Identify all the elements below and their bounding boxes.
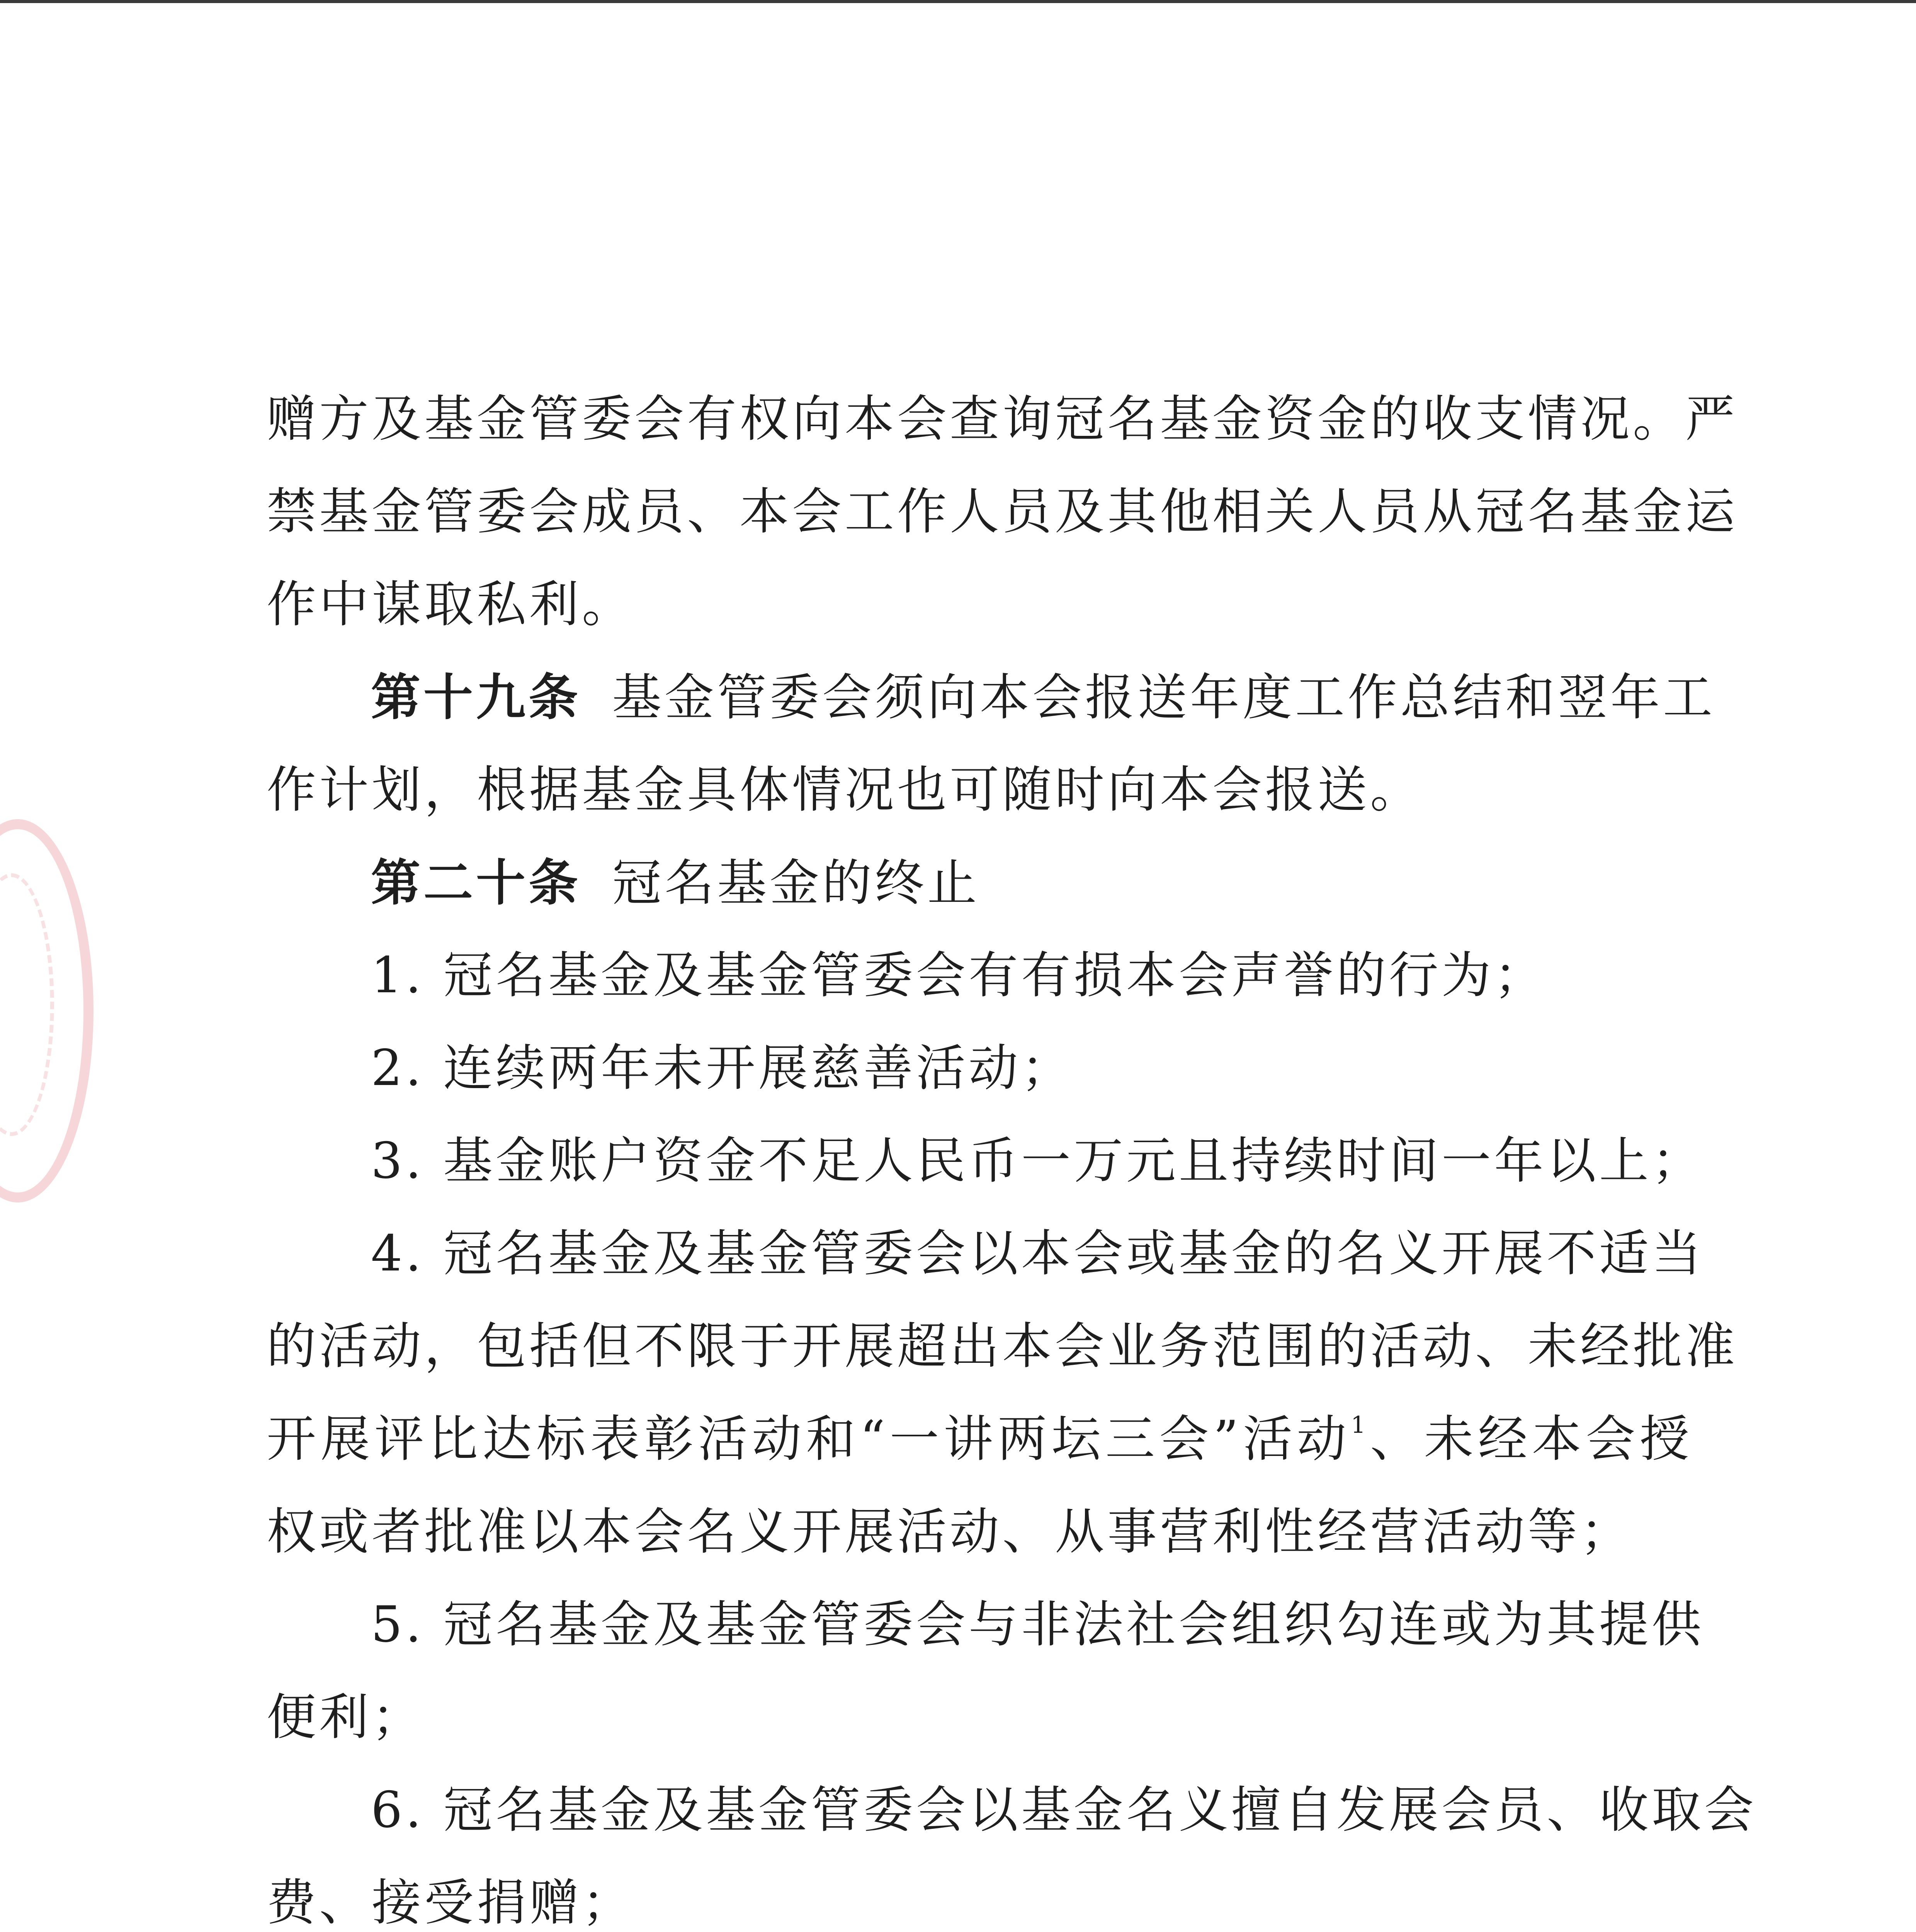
list-item-6-continuation: 费、接受捐赠；: [267, 1874, 635, 1932]
list-item-4-continuation: 权或者批准以本会名义开展活动、从事营利性经营活动等；: [267, 1503, 1633, 1561]
article-19-heading: 第十九条: [371, 668, 581, 726]
footnote-reference[interactable]: 1: [1351, 1412, 1369, 1439]
article-19-text: 基金管委会须向本会报送年度工作总结和翌年工: [612, 669, 1716, 726]
article-20-title: 冠名基金的终止: [612, 854, 980, 912]
article-19-continuation: 作计划，根据基金具体情况也可随时向本会报送。: [267, 761, 1423, 819]
article-20: [267, 837, 1692, 929]
article-20-heading: 第二十条: [371, 854, 581, 912]
list-item-4: 4. 冠名基金及基金管委会以本会或基金的名义开展不适当: [371, 1225, 1704, 1282]
document-body: [267, 373, 1757, 1932]
list-item-5: 5. 冠名基金及基金管委会与非法社会组织勾连或为其提供: [371, 1596, 1704, 1653]
list-item-3: 3. 基金账户资金不足人民币一万元且持续时间一年以上；: [371, 1132, 1704, 1190]
list-item-6: 6. 冠名基金及基金管委会以基金名义擅自发展会员、收取会: [371, 1781, 1757, 1839]
body-line: 赠方及基金管委会有权向本会查询冠名基金资金的收支情况。严: [267, 390, 1738, 448]
list-item-2: 2. 连续两年未开展慈善活动；: [371, 1039, 1074, 1097]
list-item-4-continuation: 的活动，包括但不限于开展超出本会业务范围的活动、未经批准: [267, 1318, 1738, 1375]
list-item-1: 1. 冠名基金及基金管委会有有损本会声誉的行为；: [371, 947, 1547, 1004]
body-line: 作中谋取私利。: [267, 576, 635, 633]
article-19: [267, 651, 1716, 744]
list-item-4-continuation: 开展评比达标表彰活动和“一讲两坛三会”活动$^1$、未经本会授: [267, 1410, 1692, 1468]
list-item-5-continuation: 便利；: [267, 1689, 425, 1746]
page-top-edge: [0, 0, 1916, 3]
body-line: 禁基金管委会成员、本会工作人员及其他相关人员从冠名基金运: [267, 483, 1738, 541]
